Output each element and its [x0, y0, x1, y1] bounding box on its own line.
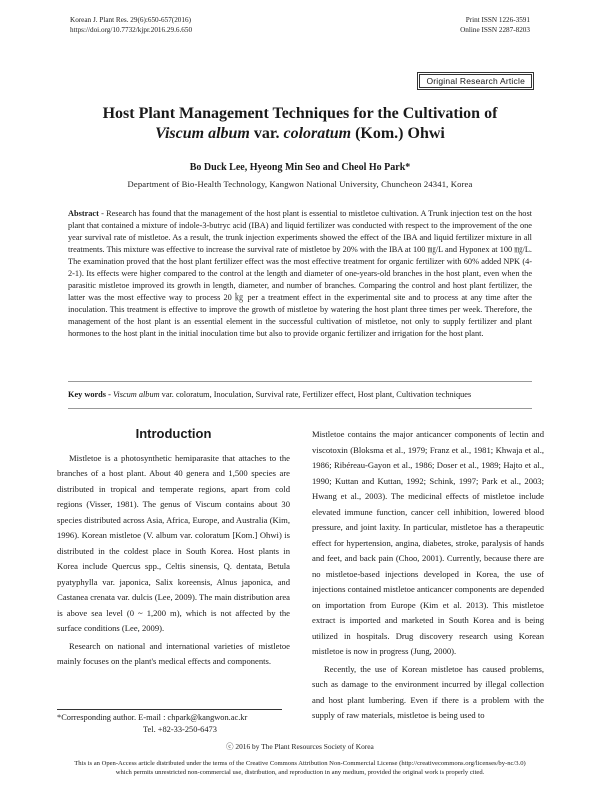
correspondence [57, 712, 287, 736]
online-issn: Online ISSN 2287-8203 [460, 26, 530, 34]
introduction-heading: Introduction [135, 426, 212, 441]
title-species: Viscum album [155, 125, 250, 142]
keywords-species: Viscum album [112, 390, 160, 399]
article-type-badge [417, 72, 534, 90]
page-footer [0, 742, 600, 777]
doi-link[interactable]: https://doi.org/10.7732/kjpr.2016.29.6.650 [70, 26, 193, 34]
license-line-2: which permits unrestricted non-commercial use, distribution, and reproduction in any medium, provided the original work is properly cited. [115, 769, 485, 776]
abstract-label: Abstract [68, 209, 99, 218]
corresponding-author-email[interactable]: *Corresponding author. E-mail : chpark@kangwon.ac.kr [57, 713, 248, 722]
keywords-label: Key words - [68, 390, 111, 399]
keywords-top-rule [68, 381, 532, 382]
keywords-bottom-rule [68, 408, 532, 409]
title-line-1: Host Plant Management Techniques for the Cultivation of [102, 105, 498, 122]
abstract-text: - Research has found that the management of the host plant is essential to mistletoe cultivation. A Trunk injection test on the host plant that contained a mixture of indole-3-butryc acid (IBA) and liquid fertilizer was conducted with respect to the improvement of the one year survival rate of mistletoe. As a result, the trunk injection experiments showed the effect of the IBA and liquid fertilizer mixture in all treatments. This mixture was effective to increase the survival rate of mistletoe by 20% with the IBA at 100 ㎎/L and Hyponex at 100 ㎎/L. The examination proved that the host plant fertilizer effect was the most effective treatment for organic fertilizer with 60% added NPK (4-2-1). Its effects were higher compared to the control at the length and diameter of one-years-old branches in the host plant, even when the parasitic mistletoe improved its growth in length, diameter, and number of branches. Comparing the control and host plant fertilizer, the latter was the most effective way to process 20 ㎏ per a treatment effect in the experimental site and to process at any time after the inoculation. This treatment is effective to improve the growth of mistletoe by watering the host plant three times per week. Therefore, the management of the host plant is an essential element in the successful cultivation of mistletoe, not only to supply fertilizer and plant hormones to the host plant in the initial inoculation time but also to provide organic fertilizer and irrigation for the host plant. [68, 209, 532, 338]
issn-block [460, 15, 530, 35]
intro-paragraph-2: Research on national and international varieties of mistletoe mainly focuses on the plant's medical effects and components. [57, 640, 290, 666]
title-variety: coloratum [283, 125, 352, 142]
title-line-2 [0, 124, 600, 144]
affiliation: Department of Bio-Health Technology, Kangwon National University, Chuncheon 24341, Korea [127, 179, 473, 189]
print-issn: Print ISSN 1226-3591 [465, 16, 530, 24]
title-authority: (Kom.) Ohwi [351, 125, 445, 142]
intro-paragraph-3: Mistletoe contains the major anticancer components of lectin and viscotoxin (Bloksma et al., 1979; Franz et al., 1981; Khwaja et al., 1986; Ribéreau-Gayon et al., 1986; Doser et al., 1989; Hajto et al., 1990; Kuttan and Kuttan, 1992; Schink, 1997; Park et al., 2003; Hwang et al., 2003). The medicinal effects of mistletoe include elevated immune function, cancer cell inhibition, lowered blood pressure, and joint laxity. In particular, mistletoe has a therapeutic effect for hypertension, angina, diabetes, stroke, paralysis of hands and feet, and back pain (Choo, 2001). Currently, because there are no mistletoe-based injections developed in Korea, the use of injections contained mistletoe anticancer components are depended on importation from Europe (Kim et al. 2013). This mistletoe extract is imported and marketed in South Korea and is being utilized in hospitals. Drug discovery research using Korean mistletoe is now in progress (Jung, 2000). [312, 429, 544, 656]
corresponding-author-tel: Tel. +82-33-250-6473 [143, 725, 217, 734]
journal-citation: Korean J. Plant Res. 29(6):650-657(2016) [70, 16, 191, 24]
left-column [57, 426, 290, 670]
authors: Bo Duck Lee, Hyeong Min Seo and Cheol Ho Park* [189, 162, 411, 173]
intro-paragraph-4: Recently, the use of Korean mistletoe has caused problems, such as damage to the environment incurred by illegal collection and host plant lumbering. Even if there is a problem with the supply of raw materials, mistletoe is being used to [312, 663, 544, 720]
journal-header [70, 15, 192, 35]
footnote-rule [57, 709, 282, 710]
copyright: ⓒ 2016 by The Plant Resources Society of Korea [226, 742, 374, 751]
title-var: var. [249, 125, 284, 142]
article-type-label: Original Research Article [419, 74, 532, 88]
intro-paragraph-1: Mistletoe is a photosynthetic hemiparasite that attaches to the branches of a host plant. About 40 genera and 1,500 species are distributed in tropical and temperate regions, apart from cold regions (Visser, 1981). The genus of Viscum contains about 30 species distributed across Asia, Africa, Europe, and Australia (Kim, 1996). Korean mistletoe (V. album var. coloratum [Kom.] Ohwi) is distributed in the coldest place in South Korea. Host plants in Korea include Quercus spp., Celtis sinensis, Q. dentata, Betula pyatyphylla var. japonica, Salix koreensis, Alnus japonica, and Castanea crenata var. dulcis (Lee, 2009). The main distribution area is above sea level (0 ~ 1,200 m), which is not affected by the surface conditions (Lee, 2009). [57, 452, 290, 633]
keywords-text: var. coloratum, Inoculation, Survival rate, Fertilizer effect, Host plant, Cultivation techniques [159, 390, 472, 399]
paper-title [0, 104, 600, 144]
license-line-1: This is an Open-Access article distributed under the terms of the Creative Commons Attribution Non-Commercial License (http://creativecommons.org/licenses/by-nc/3.0) [74, 760, 526, 767]
right-column [312, 427, 544, 724]
abstract [68, 208, 532, 340]
keywords [68, 389, 538, 401]
